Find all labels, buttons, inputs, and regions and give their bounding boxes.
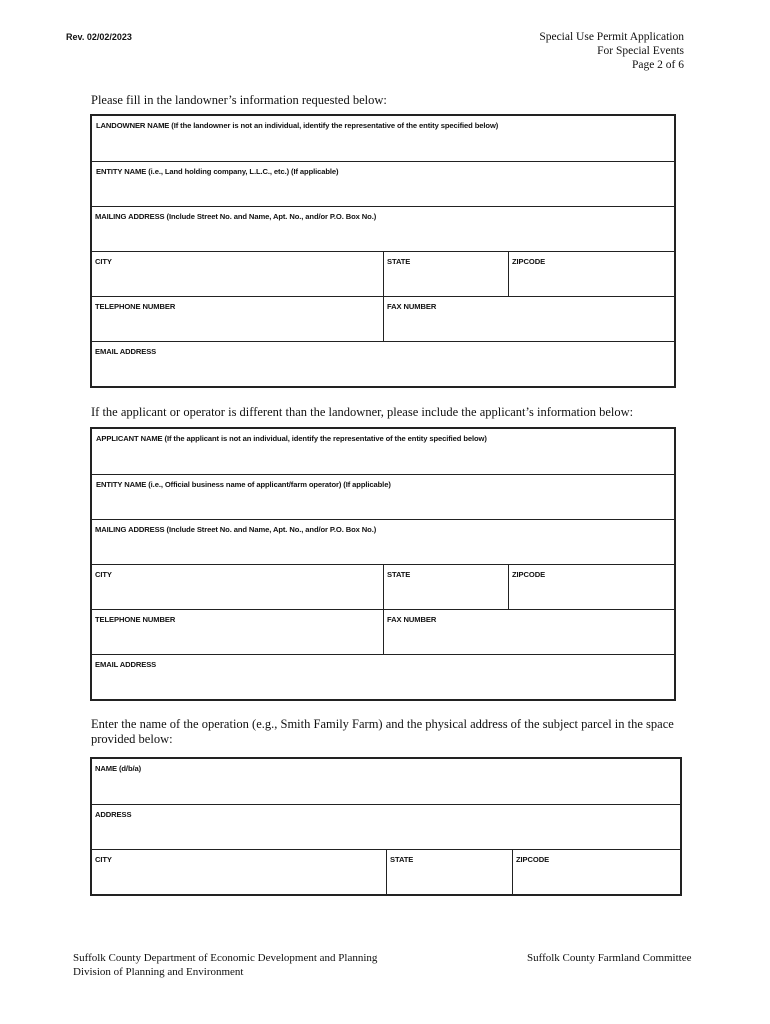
applicant-zip-field[interactable]	[508, 565, 674, 609]
footer-division-name: Division of Planning and Environment	[73, 966, 244, 978]
applicant-mailing-field[interactable]	[92, 520, 674, 564]
landowner-form	[90, 114, 676, 388]
footer-committee: Suffolk County Farmland Committee	[527, 952, 692, 964]
landowner-fax-label: FAX NUMBER	[387, 302, 437, 311]
applicant-state-label: STATE	[387, 570, 411, 579]
header-title: Special Use Permit Application	[539, 31, 684, 43]
applicant-city-label: CITY	[95, 570, 112, 579]
landowner-email-label: EMAIL ADDRESS	[95, 347, 157, 356]
operation-address-label: ADDRESS	[95, 810, 132, 819]
landowner-zip-field[interactable]	[508, 252, 674, 296]
operation-zip-field[interactable]	[512, 850, 680, 894]
landowner-state-field[interactable]	[383, 252, 508, 296]
landowner-entity-field[interactable]	[92, 162, 674, 206]
operation-city-label: CITY	[95, 855, 112, 864]
landowner-state-label: STATE	[387, 257, 411, 266]
applicant-phone-field[interactable]	[92, 610, 383, 654]
applicant-city-field[interactable]	[92, 565, 383, 609]
landowner-name-field[interactable]	[92, 116, 674, 161]
page-number: Page 2 of 6	[631, 59, 684, 71]
applicant-mailing-label: MAILING ADDRESS (Include Street No. and Name, Apt. No., and/or P.O. Box No.)	[95, 525, 377, 534]
landowner-mailing-field[interactable]	[92, 207, 674, 251]
page-header	[539, 30, 684, 72]
applicant-fax-label: FAX NUMBER	[387, 615, 437, 624]
revision-date: Rev. 02/02/2023	[66, 32, 132, 42]
operation-state-field[interactable]	[386, 850, 512, 894]
applicant-state-field[interactable]	[383, 565, 508, 609]
landowner-phone-label: TELEPHONE NUMBER	[95, 302, 176, 311]
operation-zip-label: ZIPCODE	[516, 855, 550, 864]
applicant-name-label: APPLICANT NAME (If the applicant is not an individual, identify the representative of the entity specified below)	[96, 434, 487, 443]
footer-department-name: Suffolk County Department of Economic Development and Planning	[73, 952, 378, 964]
operation-instruction: Enter the name of the operation (e.g., Smith Family Farm) and the physical address of the subject parcel in the space provided below:	[91, 717, 674, 746]
applicant-fax-field[interactable]	[383, 610, 674, 654]
operation-city-field[interactable]	[92, 850, 386, 894]
footer-department	[73, 951, 377, 979]
applicant-email-field[interactable]	[92, 655, 674, 699]
landowner-name-label: LANDOWNER NAME (If the landowner is not an individual, identify the representative of the entity specified below)	[96, 121, 499, 130]
operation-form	[90, 757, 682, 896]
operation-name-label: NAME (d/b/a)	[95, 764, 142, 773]
applicant-phone-label: TELEPHONE NUMBER	[95, 615, 176, 624]
landowner-email-field[interactable]	[92, 342, 674, 386]
applicant-form	[90, 427, 676, 701]
landowner-city-label: CITY	[95, 257, 112, 266]
applicant-entity-field[interactable]	[92, 475, 674, 519]
operation-state-label: STATE	[390, 855, 414, 864]
landowner-instruction: Please fill in the landowner’s information requested below:	[91, 93, 387, 107]
applicant-entity-label: ENTITY NAME (i.e., Official business name of applicant/farm operator) (If applicable)	[96, 480, 391, 489]
landowner-entity-label: ENTITY NAME (i.e., Land holding company, L.L.C., etc.) (If applicable)	[96, 167, 339, 176]
landowner-city-field[interactable]	[92, 252, 383, 296]
landowner-phone-field[interactable]	[92, 297, 383, 341]
operation-address-field[interactable]	[92, 805, 680, 849]
landowner-fax-field[interactable]	[383, 297, 674, 341]
applicant-instruction: If the applicant or operator is different than the landowner, please include the applicant’s information below:	[91, 405, 634, 419]
header-subtitle: For Special Events	[597, 45, 684, 57]
applicant-name-field[interactable]	[92, 429, 674, 474]
landowner-zip-label: ZIPCODE	[512, 257, 546, 266]
applicant-email-label: EMAIL ADDRESS	[95, 660, 157, 669]
operation-name-field[interactable]	[92, 759, 680, 804]
landowner-mailing-label: MAILING ADDRESS (Include Street No. and Name, Apt. No., and/or P.O. Box No.)	[95, 212, 377, 221]
applicant-zip-label: ZIPCODE	[512, 570, 546, 579]
